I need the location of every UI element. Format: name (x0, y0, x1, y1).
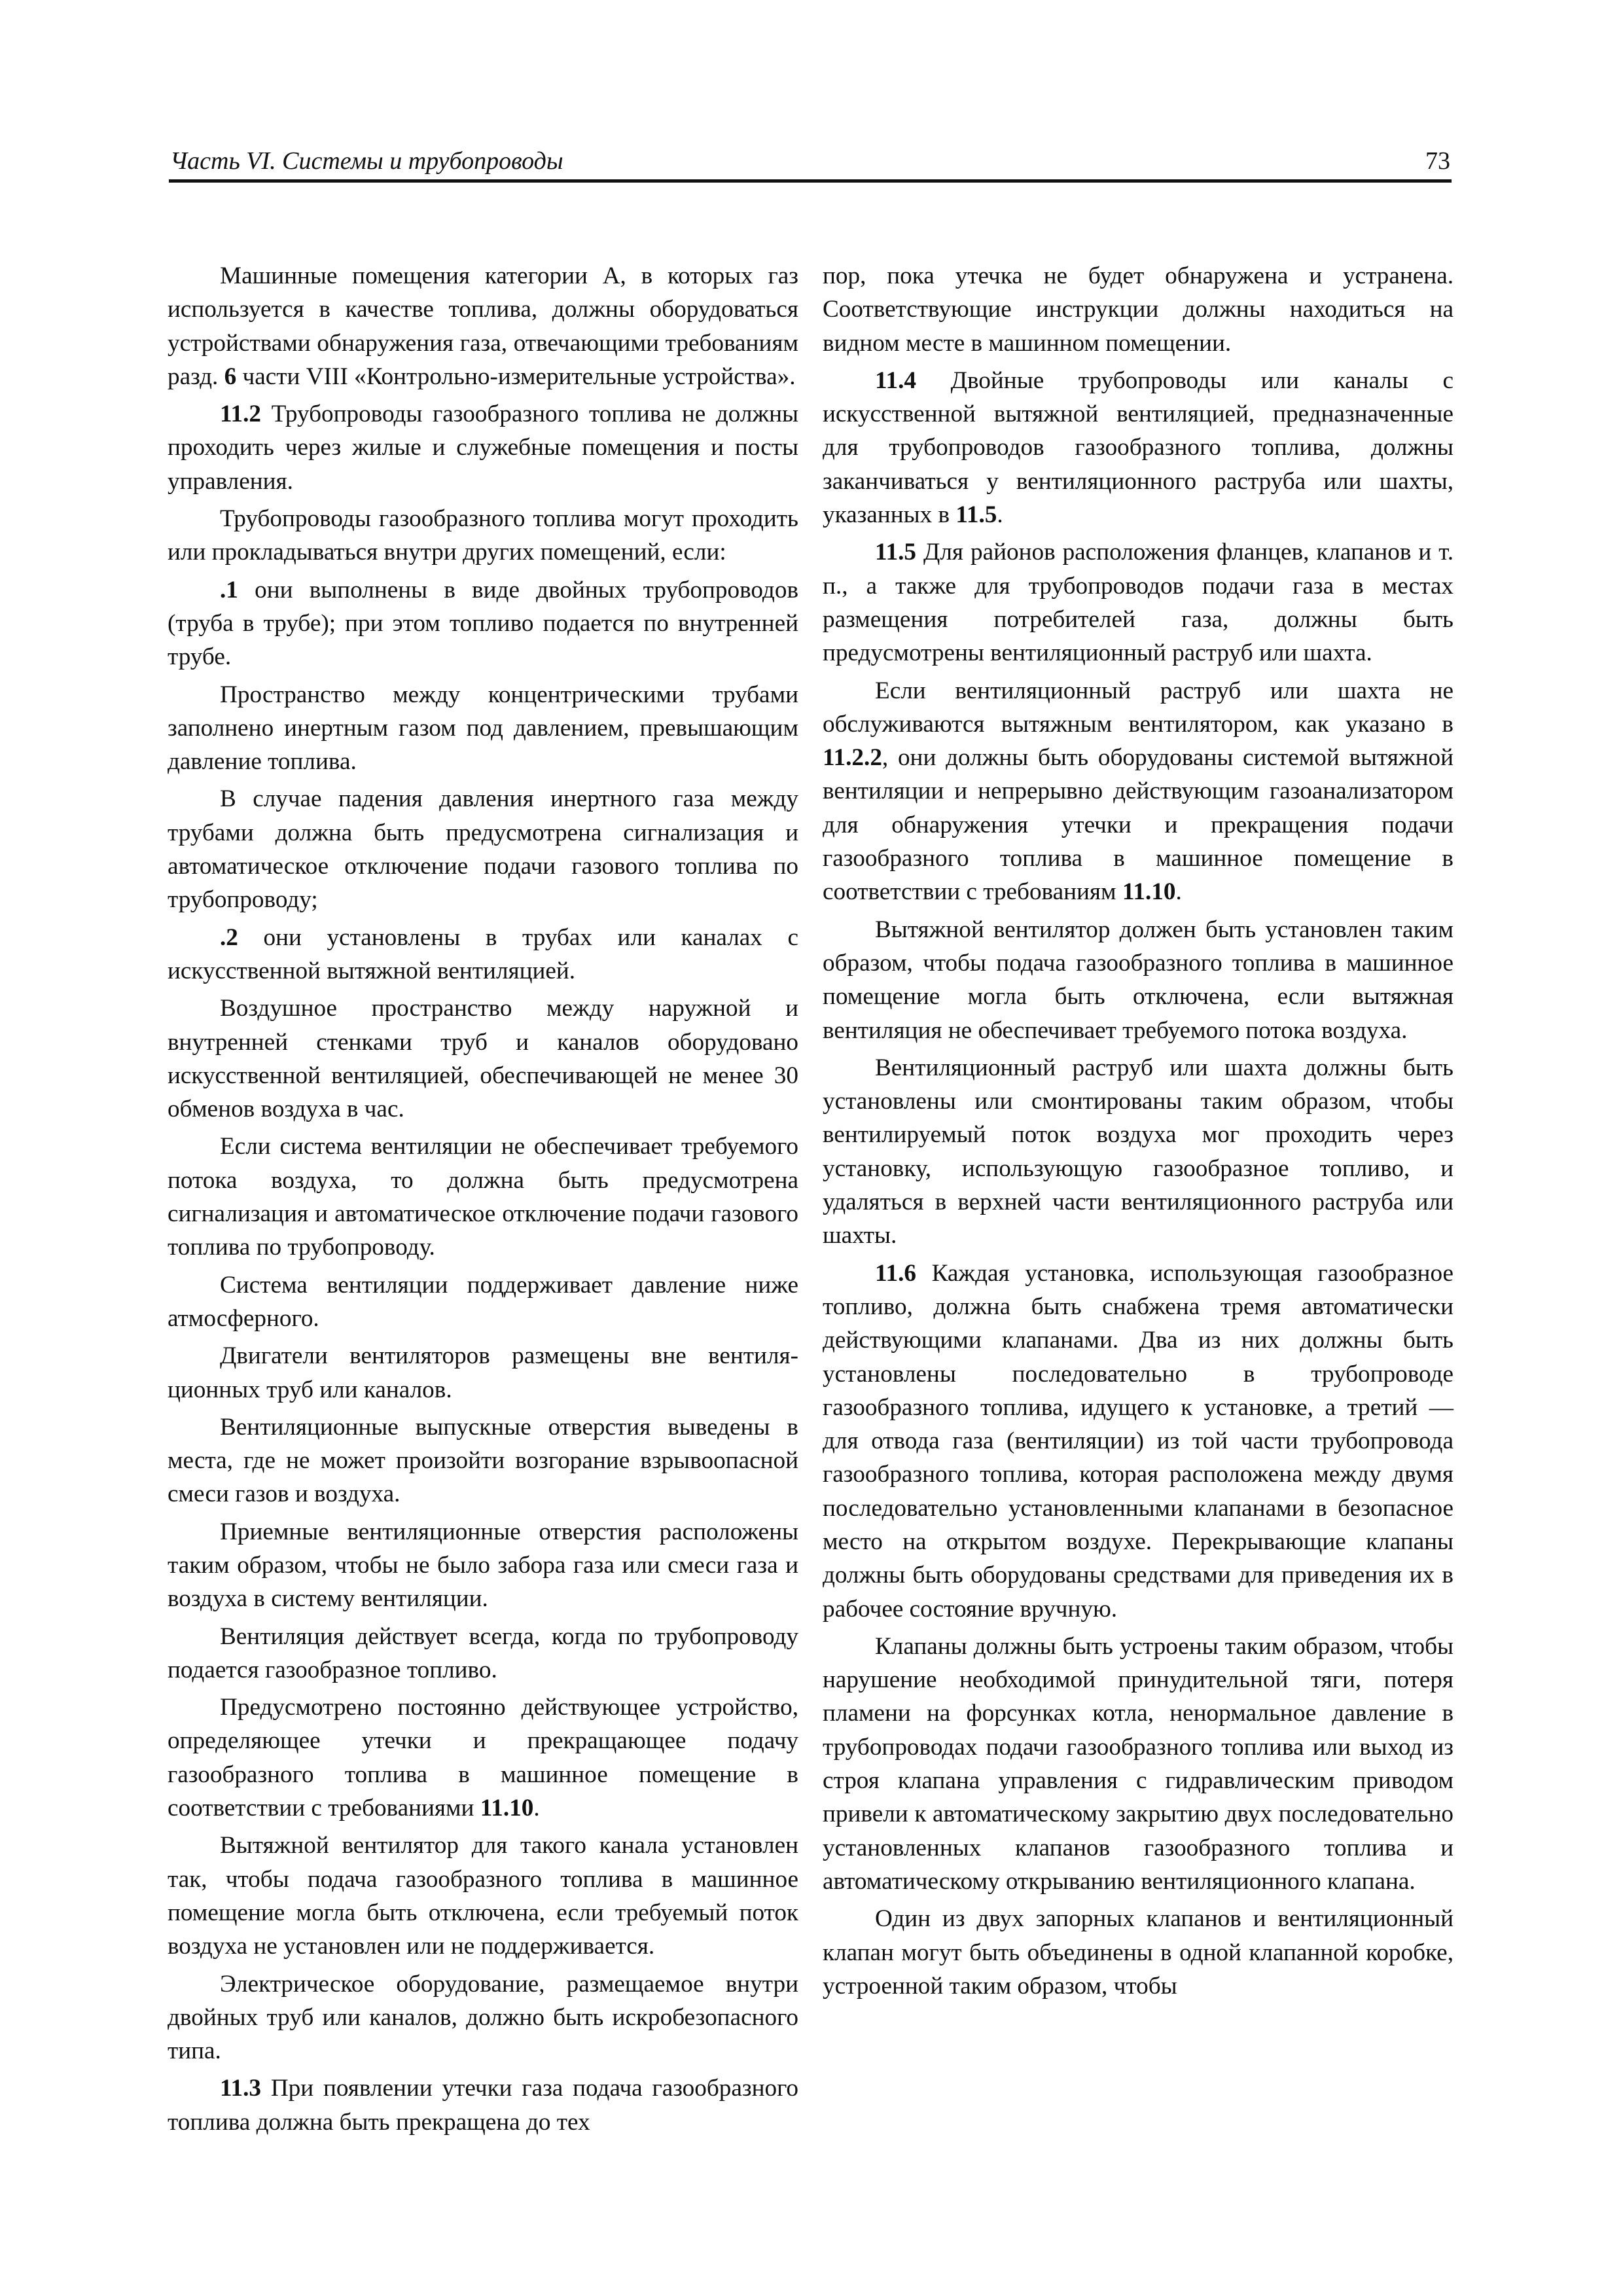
paragraph-11-3: 11.3 При появлении утечки газа подача газообразного топлива должна быть прекращена до тех (168, 2075, 798, 2136)
list-item-2: .2 они установлены в трубах или каналах с искусственной вытяжной вентиляцией. (168, 924, 798, 984)
paragraph-11-6: 11.6 Каждая установка, использующая газообразное топливо, должна быть снабжена тремя автоматически действующими клапанами. Два из них должны быть установлены последовательно в трубопроводе газообразного топлива, идущего к установке, а третий — для отвода газа (вентиляции) из той части трубопровода газообразного топлива, которая расположена между двумя последовательно установленными клапанами в безопасное место на открытом воздухе. Перекрывающие клапаны должны быть оборудованы средствами для приведения их в рабочее состояние вручную. (823, 1259, 1454, 1623)
clause-number: 11.6 (875, 1259, 917, 1287)
paragraph: Приемные вентиляционные отверстия расположены таким образом, чтобы не было забора газа или смеси газа и воздуха в систему вентиляции. (168, 1518, 798, 1613)
paragraph: Если система вентиляции не обеспечивает требуемого потока воздуха, то должна быть предусмотрена сигнализация и автоматическое отключение подачи газового топлива по трубопроводу. (168, 1133, 798, 1261)
section-reference: 11.10 (1122, 878, 1176, 906)
clause-number: 11.4 (875, 367, 917, 394)
paragraph: Система вентиляции поддерживает давление ниже атмосферного. (168, 1271, 798, 1332)
clause-number: 11.3 (220, 2075, 262, 2102)
running-header (169, 145, 1452, 183)
paragraph-11-2: 11.2 Трубопроводы газообразного топлива не должны проходить через жилые и служебные помещения и посты управления. (168, 401, 798, 495)
section-reference: 11.10 (480, 1795, 534, 1822)
paragraph: Клапаны должны быть устроены таким образом, чтобы нарушение необходимой принудительной тяги, потеря пламени на форсунках котла, ненормальное давление в трубопроводах подачи газообразного топлива или выход из строя клапана управления с гидравлическим приводом привели к автоматическому закрытию двух последовательно установленных клапанов газообразного топлива и автоматическому открыванию вентиляционного клапана. (823, 1632, 1454, 1895)
paragraph: Вытяжной вентилятор для такого канала установлен так, чтобы подача газообразного топлива в машинное помещение могла быть отключена, если требуемый поток воздуха не установлен или не поддерживается. (168, 1832, 798, 1960)
item-number: .1 (220, 576, 238, 603)
paragraph: Вентиляционные выпускные отверстия выведены в места, где не может произойти возгорание взрывоопасной смеси газов и воздуха. (168, 1413, 798, 1508)
section-reference: 11.5 (955, 501, 997, 529)
section-reference: 6 (224, 363, 237, 390)
paragraph: Один из двух запорных клапанов и вентиляционный клапан могут быть объединены в одной клапанной коробке, устроенной таким образом, чтобы (823, 1905, 1454, 2000)
right-column (823, 259, 1454, 2007)
paragraph: Предусмотрено постоянно действующее устройство, определяющее утечки и прекращающее подачу газообразного топлива в машинное помещение в соответствии с требованиями 11.10. (168, 1694, 798, 1822)
section-reference: 11.2.2 (823, 744, 882, 772)
paragraph-11-5: 11.5 Для районов расположения фланцев, клапанов и т. п., а также для трубопроводов подачи газа в местах размещения потребителей газа, должны быть предусмотрены вентиляционный раструб или шахта. (823, 539, 1454, 667)
paragraph-11-4: 11.4 Двойные трубопроводы или каналы с искусственной вытяжной вентиляцией, предназначенные для трубопроводов газообразного топлива, должны заканчиваться у вентиляционного раструба или шахты, указанных в 11.5. (823, 367, 1454, 529)
left-column (168, 259, 798, 2143)
paragraph: Вентиляционный раструб или шахта должны быть установлены или смонтированы таким образом, чтобы вентилируемый поток воздуха мог проходить через установку, использующую газообразное топливо, и удаляться в верхней части вентиляционного раструба или шахты. (823, 1054, 1454, 1249)
paragraph: Если вентиляционный раструб или шахта не обслуживаются вытяжным вентилятором, как указано в 11.2.2, они должны быть оборудованы системой вытяжной вентиляции и непрерывно действующим газоанализатором для обнаружения утечки и прекращения подачи газообразного топлива в машинное помещение в соответствии с требованиям 11.10. (823, 677, 1454, 906)
paragraph: Трубопроводы газообразного топлива могут проходить или прокладываться внутри других помещений, если: (168, 505, 798, 566)
paragraph: пор, пока утечка не будет обнаружена и устранена. Соответствующие инструкции должны находиться на видном месте в машинном помещении. (823, 262, 1454, 357)
paragraph: Пространство между концентрическими трубами заполнено инертным газом под давлением, превышающим давление топлива. (168, 681, 798, 776)
paragraph: Вытяжной вентилятор должен быть установлен таким образом, чтобы подача газообразного топлива в машинное помещение могла быть отключена, если вытяжная вентиляция не обеспечивает требуемого потока воздуха. (823, 916, 1454, 1044)
clause-number: 11.2 (220, 401, 262, 428)
paragraph: Двигатели вентиляторов размещены вне вентиляционных труб или каналов. (168, 1342, 798, 1403)
paragraph: Машинные помещения категории А, в которых газ используется в качестве топлива, должны оборудоваться устройствами обнаружения газа, отвечающими требованиям разд. 6 части VIII «Контрольно-измерительные устройства». (168, 262, 798, 390)
page-number: 73 (1425, 147, 1450, 175)
list-item-1: .1 они выполнены в виде двойных трубопроводов (труба в трубе); при этом топливо подается по внутренней трубе. (168, 576, 799, 671)
paragraph: Воздушное пространство между наружной и внутренней стенками труб и каналов оборудовано искусственной вентиляцией, обеспечивающей не менее 30 обменов воздуха в час. (168, 995, 798, 1123)
paragraph: Вентиляция действует всегда, когда по трубопроводу подается газообразное топливо. (168, 1623, 798, 1683)
header-title: Часть VI. Системы и трубопроводы (170, 147, 563, 175)
clause-number: 11.5 (875, 539, 917, 566)
paragraph: Электрическое оборудование, размещаемое внутри двойных труб или каналов, должно быть искробезопасного типа. (168, 1970, 798, 2065)
paragraph: В случае падения давления инертного газа между трубами должна быть предусмотрена сигнализация и автоматическое отключение подачи газового топлива по трубопроводу; (168, 785, 798, 914)
item-number: .2 (220, 924, 238, 951)
